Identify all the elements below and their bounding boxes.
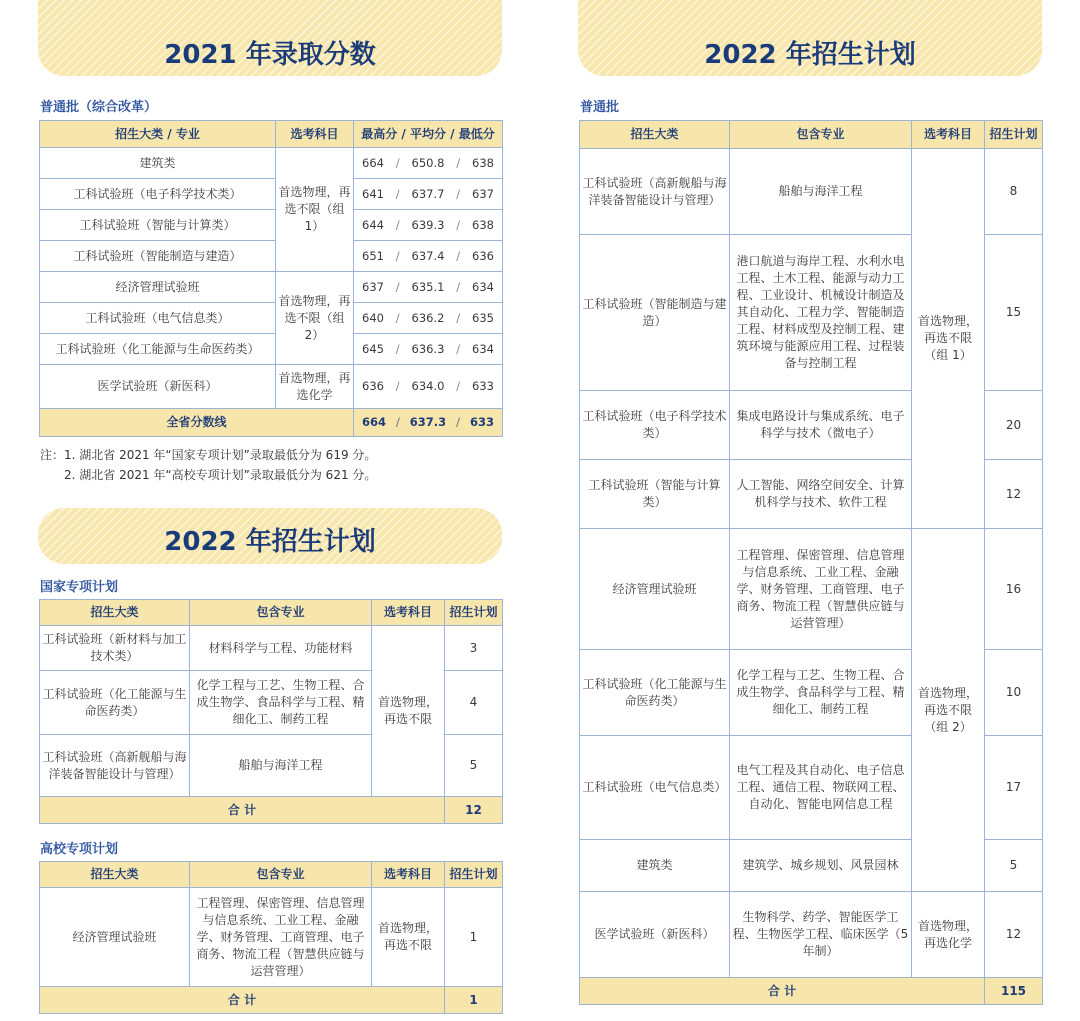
category-cell: 工科试验班（智能与计算类） (580, 460, 730, 529)
section-title-college-plan: 高校专项计划 (40, 842, 119, 857)
majors-cell: 生物科学、药学、智能医学工程、生物医学工程、临床医学（5 年制） (730, 892, 912, 978)
header-category: 招生大类 (40, 600, 190, 626)
header-subjects: 选考科目 (372, 600, 445, 626)
score-cell: 640 / 636.2 / 635 (354, 303, 503, 334)
plan-cell: 16 (985, 529, 1043, 650)
row-name: 经济管理试验班 (40, 272, 276, 303)
majors-cell: 工程管理、保密管理、信息管理与信息系统、工业工程、金融学、财务管理、工商管理、电子商务、物流工程（智慧供应链与运营管理） (190, 888, 372, 987)
total-label: 合 计 (40, 987, 445, 1014)
subject-chemistry: 首选物理，再选化学 (912, 892, 985, 978)
score-cell: 651 / 637.4 / 636 (354, 241, 503, 272)
total-score-cell: 664 / 637.3 / 633 (354, 409, 503, 437)
subject-group-1: 首选物理，再选不限（组 1） (912, 149, 985, 529)
score-cell: 664 / 650.8 / 638 (354, 148, 503, 179)
table-national-plan (39, 599, 503, 824)
plan-cell: 15 (985, 235, 1043, 391)
section-title-national-plan: 国家专项计划 (40, 580, 119, 595)
total-value: 1 (445, 987, 503, 1014)
score-cell: 644 / 639.3 / 638 (354, 210, 503, 241)
total-label: 合 计 (40, 797, 445, 824)
majors-cell: 人工智能、网络空间安全、计算机科学与技术、软件工程 (730, 460, 912, 529)
majors-cell: 化学工程与工艺、生物工程、合成生物学、食品科学与工程、精细化工、制药工程 (190, 671, 372, 735)
subject-chemistry: 首选物理，再选化学 (276, 365, 354, 409)
category-cell: 建筑类 (580, 840, 730, 892)
header-majors: 包含专业 (730, 121, 912, 149)
header-scores: 最高分 / 平均分 / 最低分 (354, 121, 503, 148)
category-cell: 工科试验班（智能制造与建造） (580, 235, 730, 391)
row-name: 工科试验班（化工能源与生命医药类） (40, 334, 276, 365)
table-college-plan (39, 861, 503, 1014)
banner-2021-admission-scores (38, 0, 502, 76)
banner-2022-left-title: 2022 年招生计划 (164, 527, 376, 557)
majors-cell: 材料科学与工程、功能材料 (190, 626, 372, 671)
header-subjects: 选考科目 (372, 862, 445, 888)
banner-2022-right-title: 2022 年招生计划 (704, 40, 916, 70)
header-subjects: 选考科目 (276, 121, 354, 148)
category-cell: 工科试验班（电气信息类） (580, 736, 730, 840)
majors-cell: 电气工程及其自动化、电子信息工程、通信工程、物联网工程、自动化、智能电网信息工程 (730, 736, 912, 840)
plan-cell: 4 (445, 671, 503, 735)
subject-group-1: 首选物理，再选不限（组 1） (276, 148, 354, 272)
majors-cell: 港口航道与海岸工程、水利水电工程、土木工程、能源与动力工程、工业设计、机械设计制造及其自动化、工程力学、智能制造工程、材料成型及控制工程、建筑环境与能源应用工程、过程装备与控制工程 (730, 235, 912, 391)
banner-2022-plan-right (578, 0, 1042, 76)
row-name: 工科试验班（智能制造与建造） (40, 241, 276, 272)
note-1: 注：1. 湖北省 2021 年“国家专项计划”录取最低分为 619 分。 (40, 448, 377, 462)
row-name: 工科试验班（电子科学技术类） (40, 179, 276, 210)
total-value: 12 (445, 797, 503, 824)
category-cell: 工科试验班（高新舰船与海洋装备智能设计与管理） (40, 735, 190, 797)
plan-cell: 12 (985, 460, 1043, 529)
table-2021-scores (39, 120, 503, 437)
banner-2022-plan-left (38, 508, 502, 564)
category-cell: 工科试验班（化工能源与生命医药类） (40, 671, 190, 735)
subject-group-2: 首选物理，再选不限（组 2） (276, 272, 354, 365)
category-cell: 经济管理试验班 (580, 529, 730, 650)
majors-cell: 工程管理、保密管理、信息管理与信息系统、工业工程、金融学、财务管理、工商管理、电子商务、物流工程（智慧供应链与运营管理） (730, 529, 912, 650)
note-2: 2. 湖北省 2021 年“高校专项计划”录取最低分为 621 分。 (64, 468, 377, 482)
plan-cell: 5 (445, 735, 503, 797)
category-cell: 工科试验班（化工能源与生命医药类） (580, 650, 730, 736)
majors-cell: 船舶与海洋工程 (730, 149, 912, 235)
category-cell: 工科试验班（高新舰船与海洋装备智能设计与管理） (580, 149, 730, 235)
score-cell: 637 / 635.1 / 634 (354, 272, 503, 303)
header-plan: 招生计划 (985, 121, 1043, 149)
section-title-regular-batch: 普通批 (580, 100, 620, 115)
subject-cell: 首选物理，再选不限 (372, 888, 445, 987)
plan-cell: 8 (985, 149, 1043, 235)
majors-cell: 建筑学、城乡规划、风景园林 (730, 840, 912, 892)
total-row-label: 全省分数线 (40, 409, 354, 437)
category-cell: 工科试验班（电子科学技术类） (580, 391, 730, 460)
majors-cell: 化学工程与工艺、生物工程、合成生物学、食品科学与工程、精细化工、制药工程 (730, 650, 912, 736)
row-name: 工科试验班（电气信息类） (40, 303, 276, 334)
header-majors: 包含专业 (190, 862, 372, 888)
header-plan: 招生计划 (445, 862, 503, 888)
plan-cell: 17 (985, 736, 1043, 840)
plan-cell: 3 (445, 626, 503, 671)
total-value: 115 (985, 978, 1043, 1005)
category-cell: 经济管理试验班 (40, 888, 190, 987)
table-2022-regular-plan (579, 120, 1043, 1005)
plan-cell: 1 (445, 888, 503, 987)
header-category: 招生大类 (580, 121, 730, 149)
banner-2021-title: 2021 年录取分数 (164, 40, 376, 70)
category-cell: 医学试验班（新医科） (580, 892, 730, 978)
score-cell: 636 / 634.0 / 633 (354, 365, 503, 409)
row-name: 医学试验班（新医科） (40, 365, 276, 409)
row-name: 工科试验班（智能与计算类） (40, 210, 276, 241)
header-majors: 包含专业 (190, 600, 372, 626)
total-label: 合 计 (580, 978, 985, 1005)
header-subjects: 选考科目 (912, 121, 985, 149)
section-title-regular-batch-reform: 普通批（综合改革） (40, 100, 158, 115)
majors-cell: 船舶与海洋工程 (190, 735, 372, 797)
score-cell: 641 / 637.7 / 637 (354, 179, 503, 210)
plan-cell: 10 (985, 650, 1043, 736)
plan-cell: 5 (985, 840, 1043, 892)
subject-group-2: 首选物理，再选不限（组 2） (912, 529, 985, 892)
row-name: 建筑类 (40, 148, 276, 179)
score-cell: 645 / 636.3 / 634 (354, 334, 503, 365)
subject-cell: 首选物理，再选不限 (372, 626, 445, 797)
plan-cell: 12 (985, 892, 1043, 978)
category-cell: 工科试验班（新材料与加工技术类） (40, 626, 190, 671)
majors-cell: 集成电路设计与集成系统、电子科学与技术（微电子） (730, 391, 912, 460)
header-plan: 招生计划 (445, 600, 503, 626)
header-category-major: 招生大类 / 专业 (40, 121, 276, 148)
plan-cell: 20 (985, 391, 1043, 460)
header-category: 招生大类 (40, 862, 190, 888)
